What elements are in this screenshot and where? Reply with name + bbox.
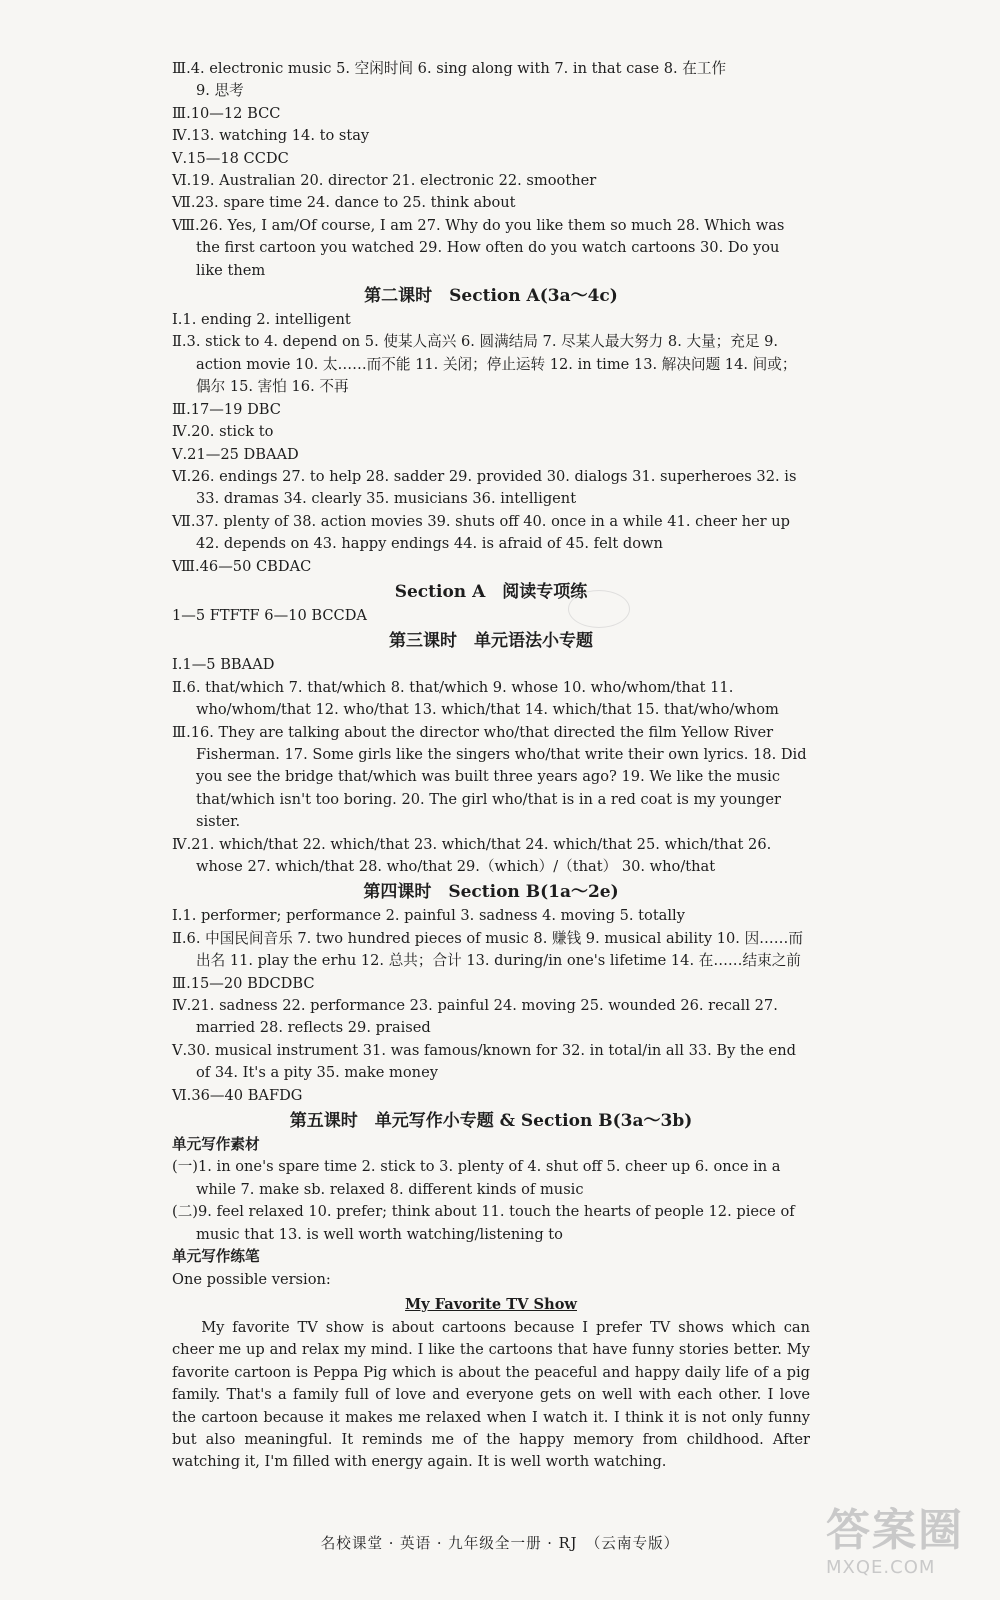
answer-line: Ⅴ.15—18 CCDC: [172, 149, 289, 167]
answer-line: Ⅲ.4. electronic music 5. 空闲时间 6. sing along with 7. in that case 8. 在工作: [172, 60, 727, 77]
answer-line: 9. 思考: [196, 82, 244, 100]
answer-line: Ⅰ.1. performer; performance 2. painful 3. sadness 4. moving 5. totally: [172, 907, 685, 925]
subsection-label: 单元写作素材: [172, 1136, 260, 1154]
answer-line: Ⅱ.6. that/which 7. that/which 8. that/which 9. whose 10. who/whom/that 11. who/whom/that 12. who/that 13. which/that 14. which/that 15. that/who/whom: [172, 678, 779, 719]
page-footer: 名校课堂 · 英语 · 九年级全一册 · RJ （云南专版）: [320, 1535, 680, 1552]
essay-body: My favorite TV show is about cartoons because I prefer TV shows which can cheer me up and relax my mind. I like the cartoons that have funny stories better. My favorite cartoon is Peppa Pig which is about the peaceful and happy daily life of a pig family. That's a family full of love and everyone gets on well with each other. I love the cartoon because it makes me relaxed when I watch it. I think it is not only funny but also meaningful. It reminds me of the happy memory from childhood. After watching it, I'm filled with energy again. It is well worth watching.: [172, 1318, 810, 1471]
answer-line: Ⅰ.1. ending 2. intelligent: [172, 311, 351, 329]
answer-line: Ⅶ.23. spare time 24. dance to 25. think about: [172, 194, 516, 212]
section-heading: Section A 阅读专项练: [394, 581, 588, 602]
answer-line: (二)9. feel relaxed 10. prefer; think about 11. touch the hearts of people 12. piece of music that 13. is well worth watching/listening to: [172, 1203, 795, 1243]
answer-line: Ⅱ.3. stick to 4. depend on 5. 使某人高兴 6. 圆满结局 7. 尽某人最大努力 8. 大量；充足 9. action movie 10. 太……而不能 11. 关闭；停止运转 12. in time 13. 解决问题 14. 间或；偶尔 15. 害怕 16. 不再: [172, 333, 797, 396]
answer-line: Ⅴ.21—25 DBAAD: [172, 445, 299, 463]
answer-line: Ⅲ.16. They are talking about the director who/that directed the film Yellow River Fisherman. 17. Some girls like the singers who/that write their own lyrics. 18. Did you see the bridge that/which was built three years ago? 19. We like the music that/which isn't too boring. 20. The girl who/that is in a red coat is my younger sister.: [172, 723, 807, 831]
answer-line: Ⅴ.30. musical instrument 31. was famous/known for 32. in total/in all 33. By the end of 34. It's a pity 35. make money: [172, 1041, 796, 1082]
answer-key: [172, 58, 810, 1291]
answer-line: Ⅷ.26. Yes, I am/Of course, I am 27. Why do you like them so much 28. Which was the first cartoon you watched 29. How often do you watch cartoons 30. Do you like them: [172, 216, 785, 279]
answer-line: Ⅲ.17—19 DBC: [172, 400, 281, 418]
answer-line: (一)1. in one's spare time 2. stick to 3. plenty of 4. shut off 5. cheer up 6. once in a while 7. make sb. relaxed 8. different kinds of music: [172, 1158, 781, 1198]
answer-page: [172, 58, 810, 1474]
answer-line: Ⅳ.21. sadness 22. performance 23. painful 24. moving 25. wounded 26. recall 27. married 28. reflects 29. praised: [172, 997, 778, 1037]
answer-line: Ⅳ.20. stick to: [172, 423, 274, 441]
section-heading: 第二课时 Section A(3a～4c): [364, 286, 618, 307]
watermark-text: 答案圈: [826, 1505, 964, 1556]
subsection-label: 单元写作练笔: [172, 1248, 260, 1266]
answer-line: One possible version:: [172, 1270, 331, 1288]
answer-line: Ⅵ.19. Australian 20. director 21. electronic 22. smoother: [172, 172, 597, 190]
answer-line: Ⅲ.15—20 BDCDBC: [172, 974, 315, 992]
answer-line: Ⅵ.36—40 BAFDG: [172, 1086, 303, 1104]
answer-line: Ⅲ.10—12 BCC: [172, 104, 281, 122]
faint-stamp-mark: [568, 590, 630, 628]
watermark-logo: [826, 1505, 986, 1583]
answer-line: Ⅳ.13. watching 14. to stay: [172, 127, 370, 145]
section-heading: 第四课时 Section B(1a～2e): [363, 882, 619, 903]
answer-line: Ⅵ.26. endings 27. to help 28. sadder 29. provided 30. dialogs 31. superheroes 32. is 33. dramas 34. clearly 35. musicians 36. intelligent: [172, 467, 797, 508]
answer-line: Ⅱ.6. 中国民间音乐 7. two hundred pieces of music 8. 赚钱 9. musical ability 10. 因……而出名 11. play the erhu 12. 总共；合计 13. during/in one's lifetime 14. 在……结束之前: [172, 929, 803, 970]
section-heading: 第三课时 单元语法小专题: [389, 631, 593, 652]
answer-line: Ⅰ.1—5 BBAAD: [172, 656, 275, 674]
watermark-url: MXQE.COM: [826, 1557, 936, 1578]
section-heading: 第五课时 单元写作小专题 & Section B(3a～3b): [289, 1111, 693, 1132]
answer-line: Ⅳ.21. which/that 22. which/that 23. which/that 24. which/that 25. which/that 26. whose 27. which/that 28. who/that 29.（which）/（that） 30. who/that: [172, 835, 772, 875]
answer-line: 1—5 FTFTF 6—10 BCCDA: [172, 606, 367, 624]
answer-line: Ⅷ.46—50 CBDAC: [172, 557, 312, 575]
answer-line: Ⅶ.37. plenty of 38. action movies 39. shuts off 40. once in a while 41. cheer her up 42. depends on 43. happy endings 44. is afraid of 45. felt down: [172, 512, 790, 553]
essay-title: My Favorite TV Show: [405, 1295, 577, 1313]
